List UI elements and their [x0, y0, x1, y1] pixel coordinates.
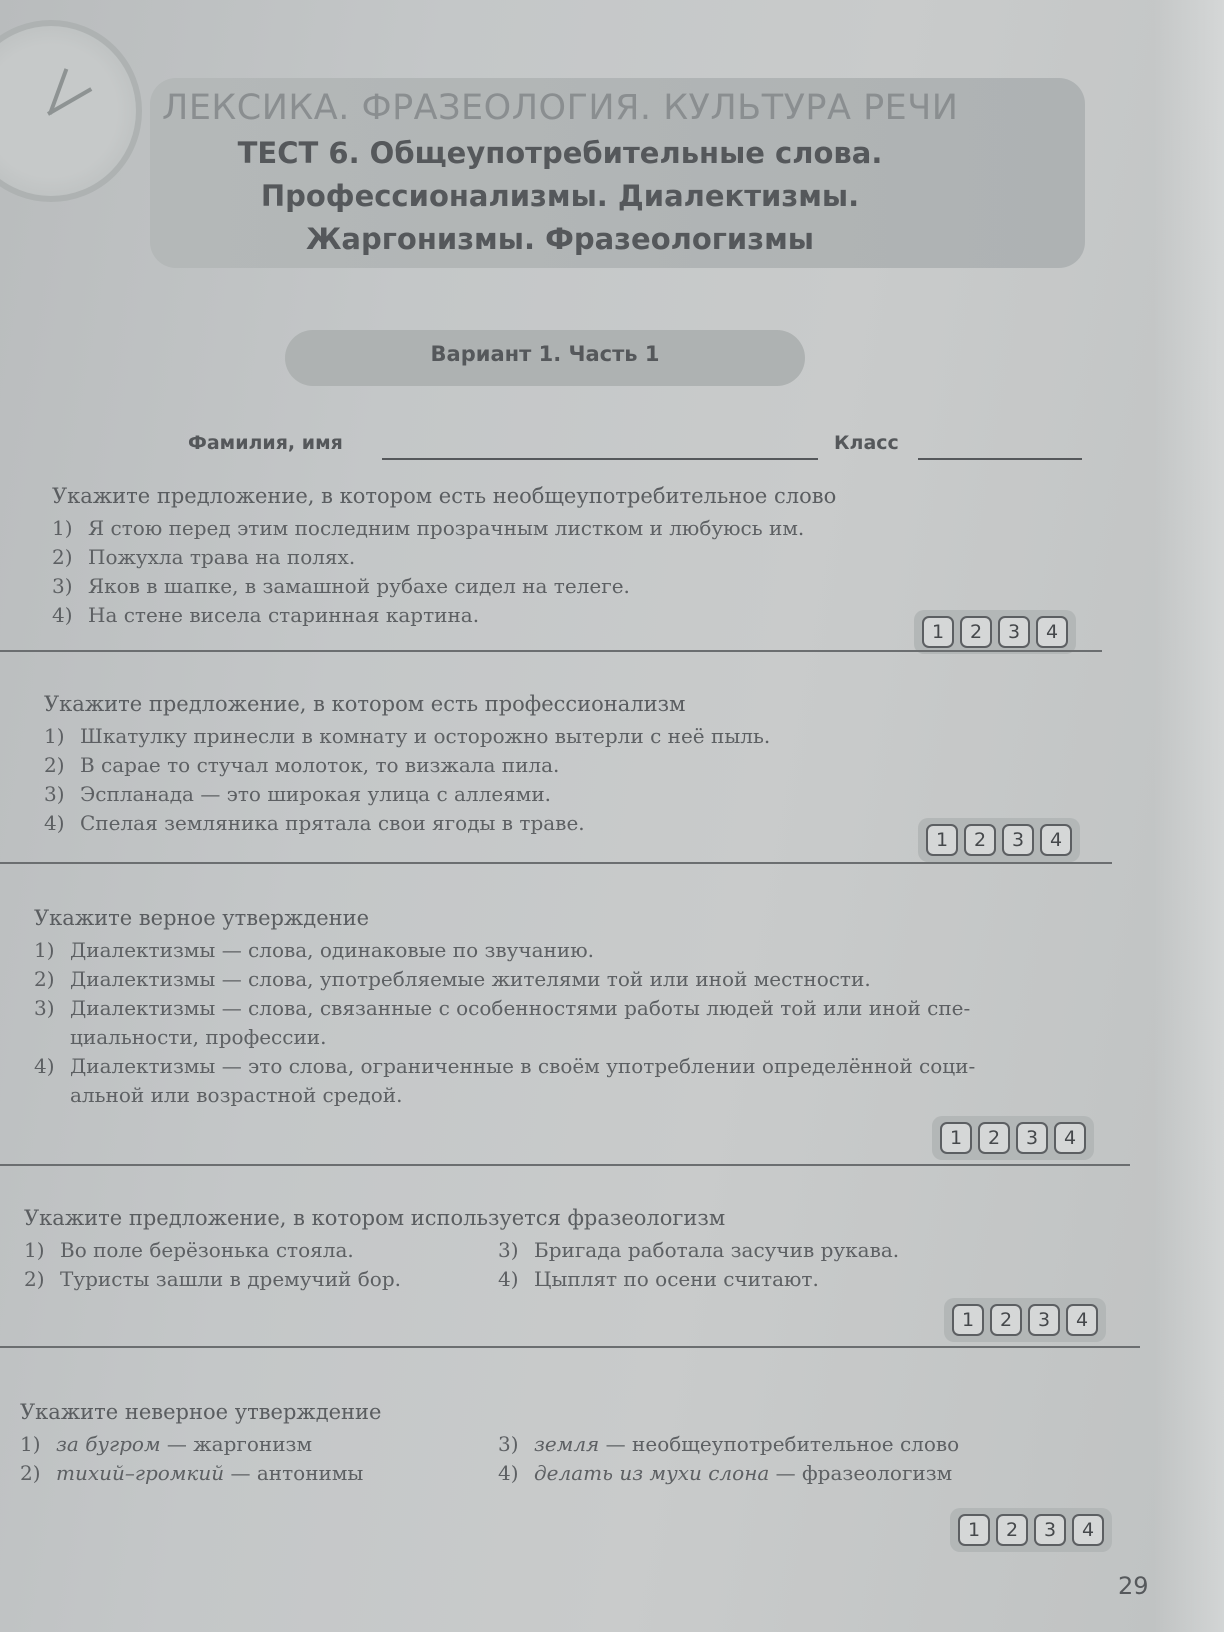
answer-box-2[interactable]: 2 — [978, 1122, 1010, 1154]
answer-boxes — [918, 818, 1080, 862]
question-2 — [44, 692, 770, 838]
class-label: Класс — [834, 432, 899, 454]
question-4 — [24, 1206, 899, 1294]
variant-label: Вариант 1. Часть 1 — [430, 342, 660, 366]
divider — [0, 862, 1112, 864]
answer-box-1[interactable]: 1 — [958, 1514, 990, 1546]
option-1: 1) Я стою перед этим последним прозрачным листком и любуюсь им. — [52, 516, 805, 540]
answer-box-3[interactable]: 3 — [1002, 824, 1034, 856]
test-title: ТЕСТ 6. Общеупотребительные слова. Профессионализмы. Диалектизмы. Жаргонизмы. Фразеологизмы — [237, 136, 883, 256]
answer-box-1[interactable]: 1 — [922, 616, 954, 648]
option-1: 1) Во поле берёзонька стояла. — [24, 1238, 354, 1262]
answer-boxes — [944, 1298, 1106, 1342]
question-prompt: Укажите верное утверждение — [34, 906, 370, 930]
question-5 — [20, 1400, 959, 1488]
option-2: 2) Пожухла трава на полях. — [52, 545, 356, 569]
option-3: 3) Эспланада — это широкая улица с аллеями. — [44, 782, 552, 806]
clock-icon — [0, 20, 142, 202]
question-prompt: Укажите неверное утверждение — [20, 1400, 382, 1424]
question-prompt: Укажите предложение, в котором используется фразеологизм — [24, 1206, 726, 1230]
answer-box-3[interactable]: 3 — [1016, 1122, 1048, 1154]
answer-box-2[interactable]: 2 — [996, 1514, 1028, 1546]
option-2: 2) Диалектизмы — слова, употребляемые жителями той или иной местности. — [34, 967, 871, 991]
answer-box-3[interactable]: 3 — [1034, 1514, 1066, 1546]
option-4: 4) Спелая земляника прятала свои ягоды в траве. — [44, 811, 585, 835]
answer-box-4[interactable]: 4 — [1036, 616, 1068, 648]
option-1: 1) Диалектизмы — слова, одинаковые по звучанию. — [34, 938, 594, 962]
option-4: 4) делать из мухи слона — фразеологизм — [498, 1461, 953, 1485]
answer-box-4[interactable]: 4 — [1040, 824, 1072, 856]
page-number: 29 — [1118, 1572, 1149, 1600]
option-4: 4) На стене висела старинная картина. — [52, 603, 480, 627]
section-title: ЛЕКСИКА. ФРАЗЕОЛОГИЯ. КУЛЬТУРА РЕЧИ — [162, 88, 959, 128]
answer-box-1[interactable]: 1 — [926, 824, 958, 856]
option-4: 4) Цыплят по осени считают. — [498, 1267, 819, 1291]
answer-box-4[interactable]: 4 — [1066, 1304, 1098, 1336]
question-1 — [52, 484, 836, 630]
option-3: 3) земля — необщеупотребительное слово — [498, 1432, 960, 1456]
option-4-continued: альной или возрастной средой. — [70, 1083, 403, 1107]
option-3: 3) Бригада работала засучив рукава. — [498, 1238, 900, 1262]
answer-box-4[interactable]: 4 — [1054, 1122, 1086, 1154]
answer-box-2[interactable]: 2 — [964, 824, 996, 856]
divider — [0, 1164, 1130, 1166]
option-3: 3) Диалектизмы — слова, связанные с особенностями работы людей той или иной спе- — [34, 996, 971, 1020]
option-1: 1) за бугром — жаргонизм — [20, 1432, 313, 1456]
answer-boxes — [950, 1508, 1112, 1552]
answer-box-4[interactable]: 4 — [1072, 1514, 1104, 1546]
option-4: 4) Диалектизмы — это слова, ограниченные в своём употреблении определённой соци- — [34, 1054, 976, 1078]
name-label: Фамилия, имя — [188, 432, 343, 454]
divider — [0, 650, 1102, 652]
option-2: 2) Туристы зашли в дремучий бор. — [24, 1267, 401, 1291]
answer-boxes — [914, 610, 1076, 654]
answer-box-2[interactable]: 2 — [960, 616, 992, 648]
question-prompt: Укажите предложение, в котором есть необщеупотребительное слово — [52, 484, 837, 508]
option-2: 2) В сарае то стучал молоток, то визжала пила. — [44, 753, 560, 777]
option-3: 3) Яков в шапке, в замашной рубахе сидел на телеге. — [52, 574, 630, 598]
answer-box-1[interactable]: 1 — [940, 1122, 972, 1154]
question-prompt: Укажите предложение, в котором есть профессионализм — [44, 692, 686, 716]
class-field[interactable] — [918, 458, 1082, 460]
divider — [0, 1346, 1140, 1348]
option-2: 2) тихий–громкий — антонимы — [20, 1461, 364, 1485]
answer-box-3[interactable]: 3 — [998, 616, 1030, 648]
answer-boxes — [932, 1116, 1094, 1160]
option-3-continued: циальности, профессии. — [70, 1025, 327, 1049]
name-field[interactable] — [382, 458, 818, 460]
question-3 — [34, 906, 975, 1110]
page-edge-shadow — [1154, 0, 1224, 1632]
answer-box-3[interactable]: 3 — [1028, 1304, 1060, 1336]
answer-box-1[interactable]: 1 — [952, 1304, 984, 1336]
option-1: 1) Шкатулку принесли в комнату и осторожно вытерли с неё пыль. — [44, 724, 771, 748]
answer-box-2[interactable]: 2 — [990, 1304, 1022, 1336]
